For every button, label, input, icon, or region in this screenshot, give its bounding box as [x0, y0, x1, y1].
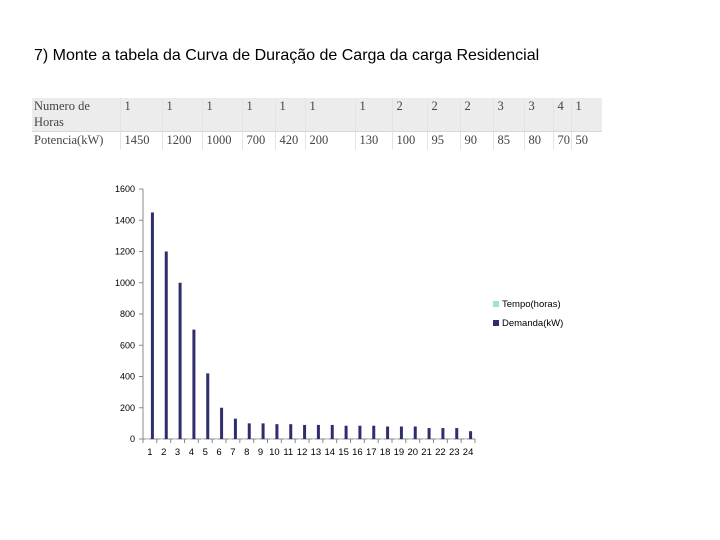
tempo-bar [367, 439, 370, 440]
tempo-bar [312, 439, 315, 440]
x-tick-label: 10 [269, 447, 280, 458]
tempo-bar [257, 439, 260, 440]
tempo-bar [215, 439, 218, 440]
x-tick-label: 13 [310, 447, 322, 458]
x-tick-label: 12 [296, 447, 308, 458]
x-tick-label: 5 [202, 447, 208, 458]
y-tick-label: 800 [119, 309, 135, 319]
y-tick-label: 400 [119, 371, 135, 382]
hours-cell: 1 [202, 98, 242, 132]
demanda-bar [428, 428, 431, 439]
hours-cell: 1 [305, 98, 355, 132]
power-cell: 1000 [202, 132, 242, 151]
demanda-bar [372, 426, 375, 439]
demanda-bar [262, 423, 265, 439]
x-tick-label: 9 [257, 447, 264, 458]
y-tick-label: 0 [129, 434, 135, 444]
x-tick-label: 20 [407, 447, 419, 458]
power-cell: 420 [275, 132, 305, 151]
demanda-bar [151, 212, 154, 439]
demanda-bar [317, 425, 320, 439]
demanda-bar [469, 431, 472, 439]
y-tick-label: 1400 [114, 215, 135, 226]
legend-label: Tempo(horas) [502, 299, 561, 310]
hours-row-label: Numero de Horas [32, 98, 120, 132]
demanda-bar [165, 252, 168, 440]
power-cell: 700 [242, 132, 275, 151]
hours-cell: 2 [427, 98, 460, 132]
tempo-bar [174, 439, 177, 440]
tempo-bar [326, 439, 329, 440]
hours-cell: 3 [493, 98, 524, 132]
demanda-bar [414, 427, 417, 440]
demanda-bar [289, 424, 292, 439]
tempo-bar [409, 439, 412, 440]
demanda-bar [220, 408, 223, 439]
power-row-label: Potencia(kW) [32, 132, 120, 151]
tempo-bar [298, 439, 301, 440]
x-tick-label: 4 [188, 447, 195, 458]
power-cell: 100 [392, 132, 427, 151]
y-tick-label: 1200 [114, 246, 135, 257]
x-tick-label: 8 [244, 447, 250, 458]
tempo-bar [284, 439, 287, 440]
tempo-bar [340, 439, 343, 440]
tempo-bar [229, 439, 232, 440]
legend-label: Demanda(kW) [502, 318, 564, 329]
x-tick-label: 3 [174, 447, 181, 458]
demanda-bar [345, 426, 348, 439]
power-cell: 50 [571, 132, 602, 151]
demanda-bar [206, 373, 209, 439]
demanda-bar [248, 423, 251, 439]
y-tick-label: 200 [119, 402, 135, 413]
page-title: 7) Monte a tabela da Curva de Duração de Carga da carga Residencial [34, 47, 540, 64]
hours-cell: 4 [553, 98, 571, 132]
demanda-bar [400, 427, 403, 440]
x-tick-label: 1 [147, 447, 153, 458]
tempo-bar [146, 439, 149, 440]
legend-swatch [493, 320, 499, 326]
tempo-bar [160, 439, 163, 440]
tempo-bar [464, 439, 467, 440]
demanda-bar [441, 428, 444, 439]
demanda-bar [358, 426, 361, 439]
demanda-bar [303, 425, 306, 439]
x-tick-label: 17 [365, 447, 377, 458]
demanda-bar [275, 424, 278, 439]
x-tick-label: 21 [421, 447, 432, 458]
tempo-bar [436, 439, 439, 440]
demanda-bar [331, 425, 334, 439]
x-tick-label: 2 [161, 447, 167, 458]
x-tick-label: 15 [338, 447, 349, 458]
x-tick-label: 23 [448, 447, 460, 458]
power-cell: 90 [460, 132, 493, 151]
y-tick-label: 1000 [114, 277, 135, 288]
y-tick-label: 600 [119, 340, 135, 351]
tempo-bar [395, 439, 398, 440]
x-tick-label: 6 [216, 447, 222, 458]
demanda-bar [455, 428, 458, 439]
y-tick-label: 1600 [114, 184, 135, 194]
demanda-bar [179, 283, 182, 439]
legend-swatch [493, 301, 499, 307]
tempo-bar [270, 439, 273, 440]
power-cell: 130 [355, 132, 392, 151]
hours-cell: 1 [242, 98, 275, 132]
tempo-bar [423, 439, 426, 440]
x-tick-label: 16 [352, 447, 363, 458]
tempo-bar [187, 439, 190, 440]
power-cell: 1450 [120, 132, 162, 151]
hours-cell: 1 [120, 98, 162, 132]
x-tick-label: 24 [462, 447, 474, 458]
tempo-bar [353, 439, 356, 440]
power-cell: 80 [524, 132, 553, 151]
demanda-bar [386, 427, 389, 440]
tempo-bar [381, 439, 384, 440]
hours-cell: 1 [275, 98, 305, 132]
x-tick-label: 18 [379, 447, 391, 458]
hours-cell: 2 [392, 98, 427, 132]
tempo-bar [201, 439, 204, 440]
x-tick-label: 19 [393, 447, 405, 458]
demanda-bar [192, 330, 195, 439]
hours-cell: 1 [571, 98, 602, 132]
tempo-bar [450, 439, 453, 440]
power-cell: 1200 [162, 132, 202, 151]
power-cell: 85 [493, 132, 524, 151]
demanda-bar [234, 419, 237, 439]
power-cell: 200 [305, 132, 355, 151]
power-cell: 70 [553, 132, 571, 151]
hours-cell: 3 [524, 98, 553, 132]
hours-cell: 1 [162, 98, 202, 132]
x-tick-label: 14 [324, 447, 336, 458]
x-tick-label: 22 [435, 447, 446, 458]
tempo-bar [243, 439, 246, 440]
hours-cell: 1 [355, 98, 392, 132]
power-cell: 95 [427, 132, 460, 151]
hours-cell: 2 [460, 98, 493, 132]
x-tick-label: 7 [230, 447, 236, 458]
x-tick-label: 11 [283, 447, 294, 458]
